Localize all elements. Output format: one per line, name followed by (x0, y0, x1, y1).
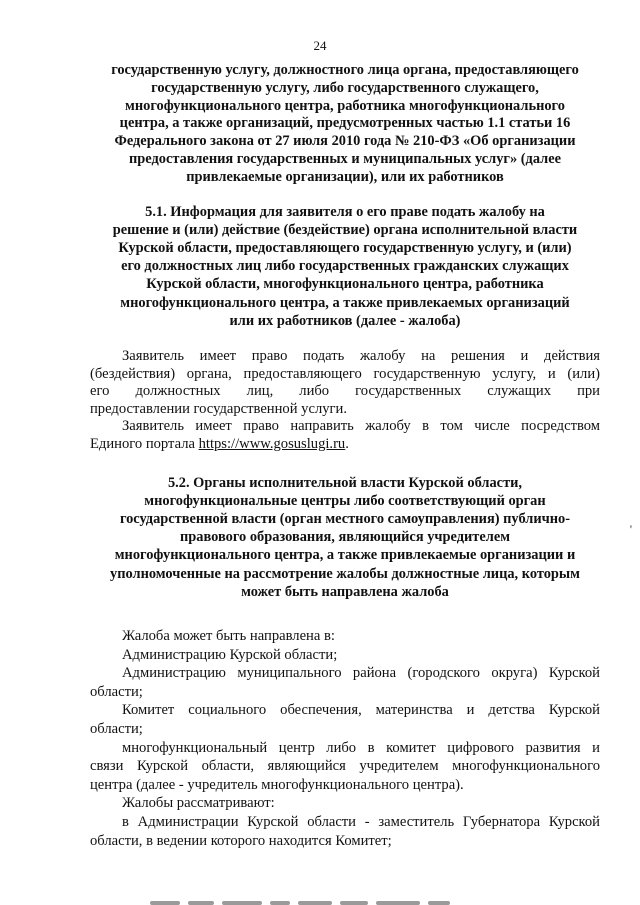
intro-line: Федерального закона от 27 июля 2010 года № 210-ФЗ «Об организации (114, 133, 576, 150)
scan-artifact (150, 895, 530, 905)
heading-line: многофункционального центра, а также привлекаемые организации и (114, 547, 576, 564)
intro-line: привлекаемые организации), или их работников (186, 168, 504, 185)
paragraph-line: центра (далее - учредитель многофункционального центра). (90, 776, 464, 793)
paragraph-line: предоставлении государственной услуги. (90, 400, 347, 417)
heading-line: его должностных лиц либо государственных гражданских служащих (121, 258, 569, 275)
intro-line: многофункционального центра, работника многофункционального (125, 97, 565, 114)
page-number: 24 (313, 38, 327, 53)
heading-line: правового образования, являющийся учредителем (179, 529, 511, 546)
heading-line: Курской области, предоставляющего государственную услугу, и (или) (118, 239, 572, 256)
paragraph-line: (бездействия) органа, предоставляющего государственную услугу, и (или) (90, 365, 600, 382)
intro-line: предоставления государственных и муниципальных услуг» (далее (128, 150, 561, 167)
intro-line: государственную услугу, либо государственного служащего, (151, 79, 539, 96)
heading-line: государственной власти (орган местного самоуправления) публично- (119, 510, 571, 527)
section-5-1-paragraph-1 (90, 348, 600, 418)
paragraph-line: Жалоба может быть направлена в: (122, 627, 335, 644)
section-5-2-body (90, 627, 600, 850)
heading-line: решение и (или) действие (бездействие) органа исполнительной власти (112, 221, 578, 238)
heading-line: уполномоченные на рассмотрение жалобы должностные лица, которым (110, 565, 580, 582)
section-5-1-heading (90, 203, 600, 330)
paragraph-line (90, 436, 600, 454)
intro-line: центра, а также организаций, предусмотренных частью 1.1 статьи 16 (119, 115, 571, 132)
heading-line: многофункционального центра, а также привлекаемых организаций (120, 294, 570, 311)
intro-block (84, 62, 606, 187)
section-5-2-heading (90, 474, 600, 601)
paragraph-line: области; (90, 683, 143, 700)
paragraph-line: области; (90, 720, 143, 737)
paragraph-text: Единого портала (90, 435, 199, 452)
heading-line: или их работников (далее - жалоба) (229, 312, 461, 329)
heading-line: 5.1. Информация для заявителя о его праве подать жалобу на (145, 203, 545, 220)
paragraph-line: в Администрации Курской области - заместитель Губернатора Курской (122, 813, 600, 830)
paragraph-line: Комитет социального обеспечения, материнства и детства Курской (122, 702, 600, 719)
heading-line: может быть направлена жалоба (241, 583, 449, 600)
paragraph-text: . (345, 435, 349, 452)
heading-line: 5.2. Органы исполнительной власти Курской области, (167, 474, 523, 491)
margin-mark: ' (629, 522, 632, 536)
gosuslugi-link[interactable]: https://www.gosuslugi.ru (198, 435, 346, 452)
paragraph-line: области, в ведении которого находится Комитет; (90, 832, 392, 849)
paragraph-line: Жалобы рассматривают: (122, 795, 275, 812)
paragraph-line: Заявитель имеет право направить жалобу в том числе посредством (122, 418, 600, 435)
intro-line: государственную услугу, должностного лица органа, предоставляющего (111, 62, 579, 78)
section-5-1-paragraph-2 (90, 418, 600, 453)
paragraph-line: многофункциональный центр либо в комитет цифрового развития и (122, 739, 600, 756)
heading-line: Курской области, многофункционального центра, работника (146, 276, 544, 293)
page-content (90, 62, 600, 850)
paragraph-line: связи Курской области, являющийся учредителем многофункционального (90, 758, 600, 775)
paragraph-line: Администрацию Курской области; (122, 646, 338, 663)
paragraph-line: Администрацию муниципального района (городского округа) Курской (122, 665, 600, 682)
paragraph-line: его должностных лиц, либо государственных служащих при (90, 383, 600, 400)
paragraph-line: Заявитель имеет право подать жалобу на решения и действия (122, 348, 600, 364)
heading-line: многофункциональные центры либо соответствующий орган (144, 492, 546, 509)
